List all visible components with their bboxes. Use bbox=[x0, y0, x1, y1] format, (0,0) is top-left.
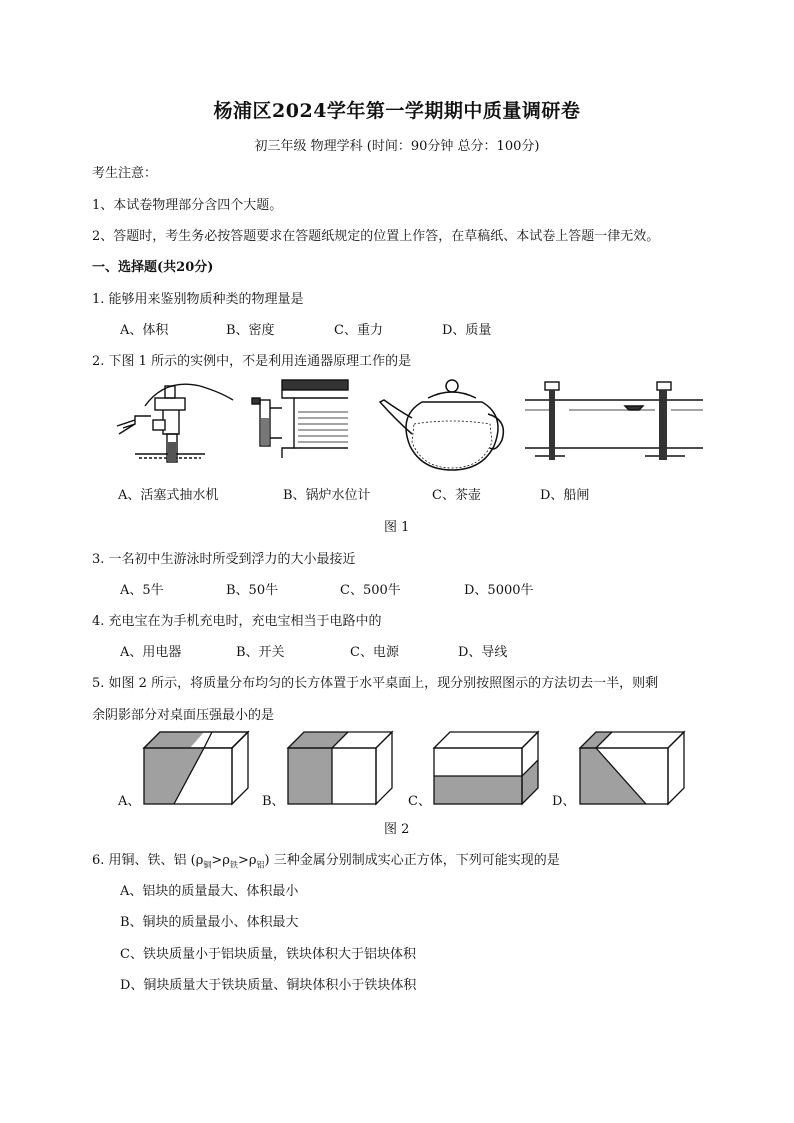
q2-option-c[interactable]: C、茶壶 bbox=[432, 488, 481, 503]
q5-option-b[interactable]: B、 bbox=[262, 794, 285, 809]
notice-item-2: 2、答题时，考生务必按答题要求在答题纸规定的位置上作答，在草稿纸、本试卷上答题一律无效。 bbox=[92, 229, 660, 244]
q6-option-a[interactable]: A、铝块的质量最大、体积最小 bbox=[120, 884, 299, 899]
q2-option-a[interactable]: A、活塞式抽水机 bbox=[118, 488, 219, 503]
teapot-figure bbox=[378, 376, 510, 472]
q1-option-d[interactable]: D、质量 bbox=[442, 323, 492, 338]
q6-stem: 6. 用铜、铁、铝 $(\rho_铜>\rho_铁>\rho_铝)$ 三种金属分别制成实心正方体，下列可能实现的是 bbox=[92, 853, 560, 870]
q2-option-b[interactable]: B、锅炉水位计 bbox=[283, 488, 371, 503]
ship-lock-figure bbox=[525, 376, 705, 468]
q3-stem: 3. 一名初中生游泳时所受到浮力的大小最接近 bbox=[92, 552, 356, 567]
q5-option-d[interactable]: D、 bbox=[552, 794, 576, 809]
q6-option-d[interactable]: D、铜块质量大于铁块质量、铜块体积小于铁块体积 bbox=[120, 978, 417, 993]
notice-item-1: 1、本试卷物理部分含四个大题。 bbox=[92, 198, 283, 213]
q1-option-a[interactable]: A、体积 bbox=[120, 323, 169, 338]
notice-heading: 考生注意： bbox=[92, 166, 158, 181]
boiler-gauge-figure bbox=[250, 378, 350, 468]
q6-option-c[interactable]: C、铁块质量小于铝块质量，铁块体积大于铝块体积 bbox=[120, 947, 416, 962]
q4-stem: 4. 充电宝在为手机充电时，充电宝相当于电路中的 bbox=[92, 614, 382, 629]
q3-option-a[interactable]: A、5牛 bbox=[120, 583, 164, 598]
q2-stem: 2. 下图 1 所示的实例中，不是利用连通器原理工作的是 bbox=[92, 354, 412, 369]
section-heading: 一、选择题(共20分) bbox=[92, 260, 214, 275]
q1-stem: 1. 能够用来鉴别物质种类的物理量是 bbox=[92, 292, 304, 307]
cube-b-figure bbox=[286, 730, 394, 806]
q4-option-b[interactable]: B、开关 bbox=[236, 645, 285, 660]
cube-a-figure bbox=[142, 730, 250, 806]
q1-option-b[interactable]: B、密度 bbox=[226, 323, 275, 338]
page-title: 杨浦区2024学年第一学期期中质量调研卷 bbox=[213, 100, 581, 122]
piston-pump-figure bbox=[105, 376, 240, 468]
q6-option-b[interactable]: B、铜块的质量最小、体积最大 bbox=[120, 915, 299, 930]
figure-2-caption: 图 2 bbox=[384, 822, 410, 837]
cube-d-figure bbox=[578, 730, 686, 806]
exam-info: 初三年级 物理学科 (时间：90分钟 总分：100分) bbox=[254, 139, 540, 154]
q5-stem-line1: 5. 如图 2 所示，将质量分布均匀的长方体置于水平桌面上，现分别按照图示的方法切去一半，则剩 bbox=[92, 676, 659, 691]
q5-option-c[interactable]: C、 bbox=[408, 794, 431, 809]
q2-option-d[interactable]: D、船闸 bbox=[540, 488, 590, 503]
q4-option-d[interactable]: D、导线 bbox=[458, 645, 508, 660]
q5-stem-line2: 余阴影部分对桌面压强最小的是 bbox=[92, 708, 275, 723]
q4-option-c[interactable]: C、电源 bbox=[350, 645, 399, 660]
figure-1-caption: 图 1 bbox=[384, 520, 410, 535]
q1-option-c[interactable]: C、重力 bbox=[334, 323, 383, 338]
q5-option-a[interactable]: A、 bbox=[118, 794, 141, 809]
cube-c-figure bbox=[432, 730, 540, 806]
q3-option-c[interactable]: C、500牛 bbox=[340, 583, 401, 598]
q4-option-a[interactable]: A、用电器 bbox=[120, 645, 182, 660]
q3-option-d[interactable]: D、5000牛 bbox=[464, 583, 534, 598]
q3-option-b[interactable]: B、50牛 bbox=[226, 583, 279, 598]
